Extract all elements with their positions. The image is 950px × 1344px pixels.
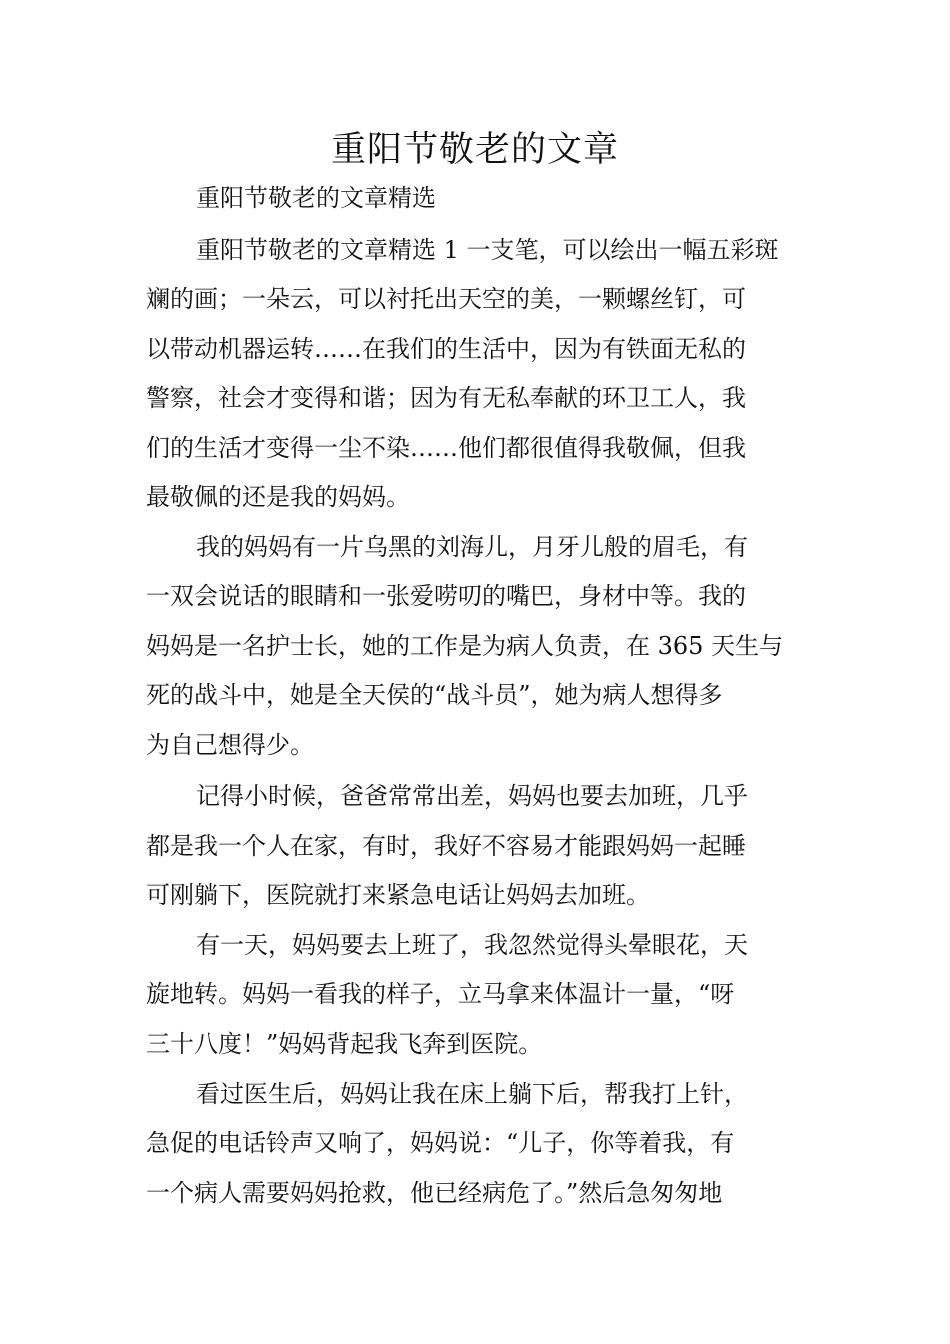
text-line: 一双会说话的眼睛和一张爱唠叨的嘴巴，身材中等。我的: [146, 582, 746, 610]
subtitle-line: 重阳节敬老的文章精选: [196, 184, 436, 212]
text-line: 都是我一个人在家，有时，我好不容易才能跟妈妈一起睡: [146, 832, 746, 860]
document-title: 重阳节敬老的文章: [330, 130, 619, 170]
text-line: 重阳节敬老的文章精选 1 一支笔，可以绘出一幅五彩斑: [196, 236, 779, 264]
text-line: 警察，社会才变得和谐；因为有无私奉献的环卫工人，我: [146, 384, 746, 412]
text-line: 有一天，妈妈要去上班了，我忽然觉得头晕眼花，天: [196, 931, 748, 959]
text-line: 妈妈是一名护士长，她的工作是为病人负责，在 365 天生与: [146, 632, 784, 660]
text-line: 急促的电话铃声又响了，妈妈说：“儿子，你等着我，有: [146, 1129, 735, 1157]
text-line: 记得小时候，爸爸常常出差，妈妈也要去加班，几乎: [196, 782, 748, 810]
text-line: 最敬佩的还是我的妈妈。: [146, 483, 410, 511]
text-line: 死的战斗中，她是全天侯的“战斗员”，她为病人想得多: [146, 681, 723, 709]
text-line: 看过医生后，妈妈让我在床上躺下后，帮我打上针，: [196, 1080, 748, 1108]
text-line: 可刚躺下，医院就打来紧急电话让妈妈去加班。: [146, 881, 650, 909]
text-line: 我的妈妈有一片乌黑的刘海儿，月牙儿般的眉毛，有: [196, 533, 748, 561]
text-line: 们的生活才变得一尘不染……他们都很值得我敬佩，但我: [146, 434, 746, 462]
text-line: 为自己想得少。: [146, 731, 314, 759]
text-line: 一个病人需要妈妈抢救，他已经病危了。”然后急匆匆地: [146, 1179, 723, 1207]
text-line: 斓的画；一朵云，可以衬托出天空的美，一颗螺丝钉，可: [146, 285, 746, 313]
text-line: 旋地转。妈妈一看我的样子，立马拿来体温计一量，“呀: [146, 980, 735, 1008]
text-line: 以带动机器运转……在我们的生活中，因为有铁面无私的: [146, 335, 746, 363]
text-line: 三十八度！”妈妈背起我飞奔到医院。: [146, 1030, 543, 1058]
